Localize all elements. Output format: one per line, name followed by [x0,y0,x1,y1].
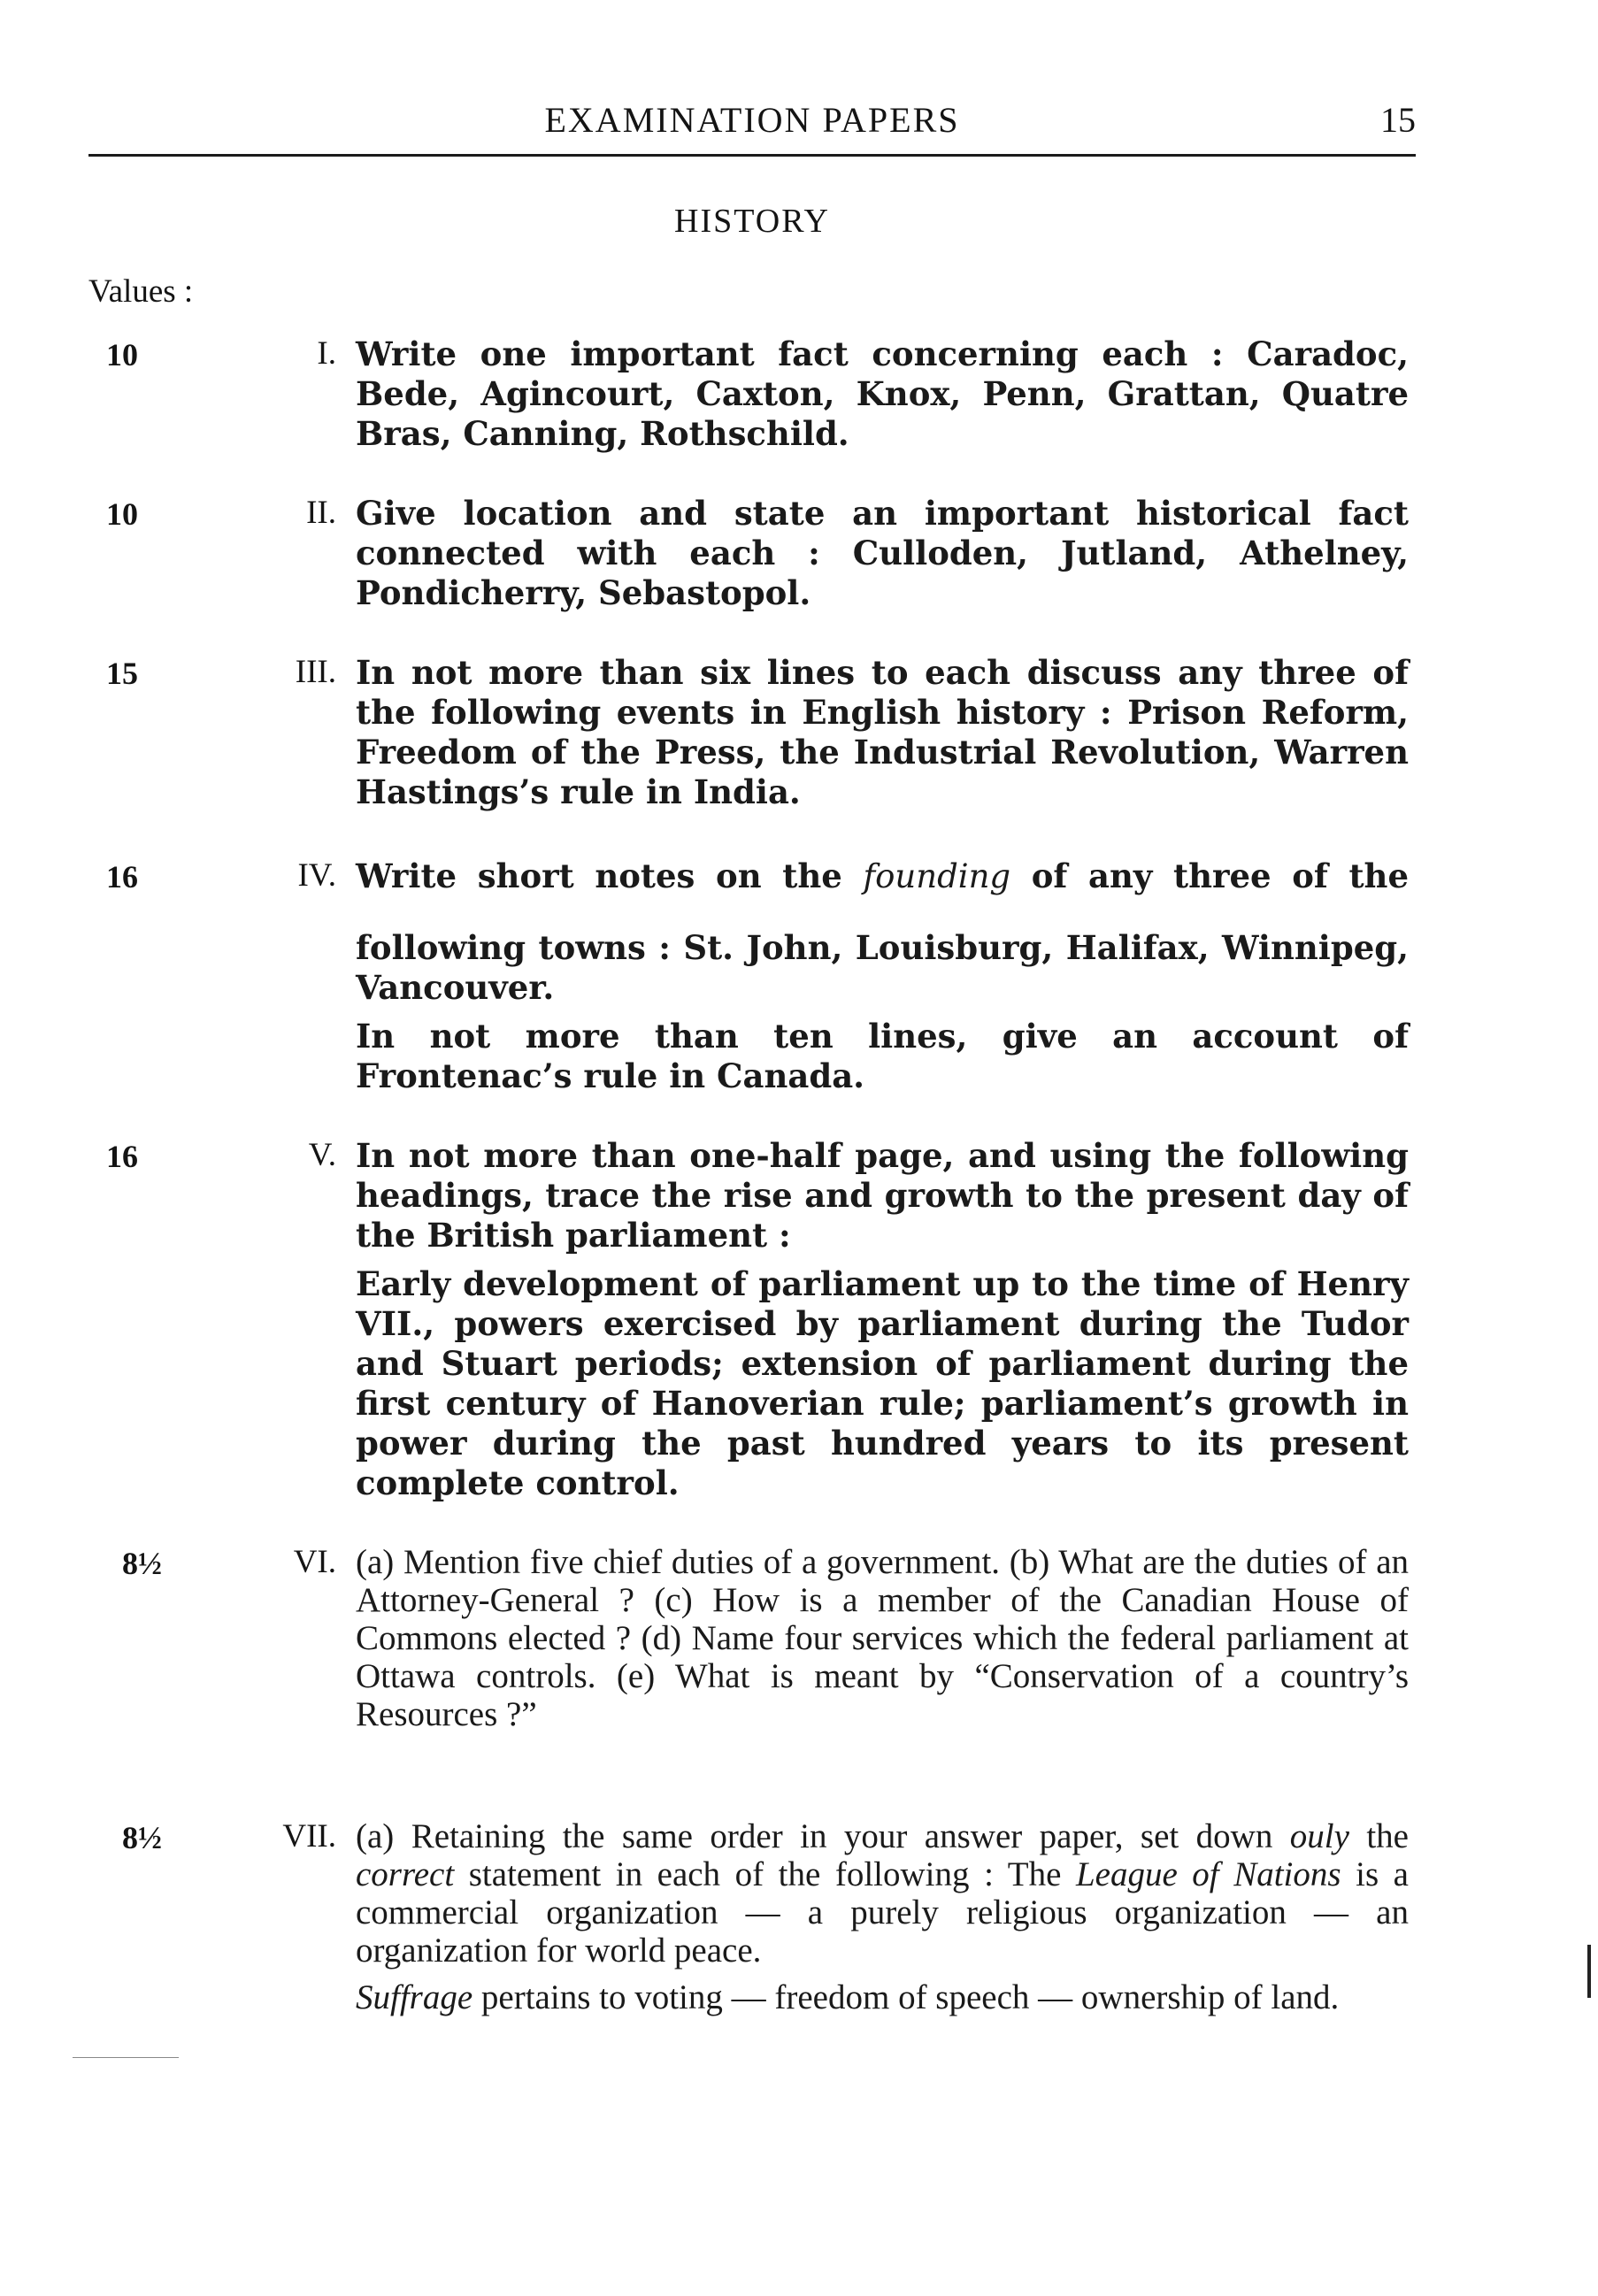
question-number: I. [317,335,336,372]
question-text: (a) Mention five chief duties of a government. (b) What are the duties of an Attorney-General ? (c) How is a member of the Canadian House of Commons elected ? (d) Name four services which the federal parliament at Ottawa controls. (e) What is meant by “Conservation of a country’s Resources ?” [356,1543,1409,1733]
question-text: In not more than one-half page, and using the following headings, trace the rise and growth to the present day of the British parliament : [356,1136,1409,1255]
question-text-italic: correct [356,1855,455,1893]
question-number: III. [295,654,336,690]
question-value: 10 [106,337,138,372]
question-text-italic: League of Nations [1075,1855,1341,1893]
question-body [356,1543,1409,1733]
question-text: Write one important fact concerning each : Caradoc, Bede, Agincourt, Caxton, Knox, Penn, Grattan, Quatre Bras, Canning, Rothschild. [356,334,1409,453]
question-paragraph [356,1017,1409,1096]
scan-mark [73,2057,179,2058]
question-value: 16 [106,859,138,895]
question-text: In not more than ten lines, give an account of Frontenac’s rule in Canada. [356,1017,1409,1095]
question-paragraph [356,1543,1409,1733]
question-text-italic: ouly [1289,1817,1349,1855]
question-paragraph [356,856,1409,896]
question-number: IV. [297,857,336,894]
question-value: 8½ [122,1820,162,1855]
question-paragraph [356,1978,1409,2016]
question-body [356,856,1409,1096]
question-body [356,653,1409,812]
running-title: EXAMINATION PAPERS [544,100,960,140]
question-value: 8½ [122,1546,162,1581]
question-paragraph [356,494,1409,613]
question-body [356,494,1409,613]
question-text: Early development of parliament up to the time of Henry VII., powers exercised by parliament during the Tudor and Stuart periods; extension of parliament during the first century of Hanoverian rule; parliament’s growth in power during the past hundred years to its present complete control. [356,1264,1409,1502]
question-paragraph [356,1264,1409,1503]
question-body [356,1817,1409,2016]
question-number: VII. [282,1818,336,1854]
values-label: Values : [88,273,194,310]
question-text: statement in each of the following : The [454,1855,1076,1893]
question-text: is a commercial organization — a purely religious organization — an organization for world peace. [356,1855,1409,1970]
header-rule [88,154,1416,157]
question-text: pertains to voting — freedom of speech — ownership of land. [472,1978,1340,2016]
question-paragraph [356,928,1409,1008]
question-text: (a) Retaining the same order in your answer paper, set down [356,1817,1290,1855]
page-number: 15 [1380,100,1416,140]
scan-mark [1587,1945,1591,1998]
question-value: 10 [106,496,138,532]
question-text-italic: Suffrage [356,1978,473,2016]
question-paragraph [356,653,1409,812]
question-text: Write short notes on the [356,856,864,895]
question-body [356,1136,1409,1503]
question-text: In not more than six lines to each discuss any three of the following events in English history : Prison Reform, Freedom of the Press, the Industrial Revolution, Warren Hastings’s rule in India. [356,653,1409,811]
question-text: following towns : St. John, Louisburg, Halifax, Winnipeg, Vancouver. [356,928,1409,1007]
question-value: 16 [106,1139,138,1174]
question-number: VI. [293,1544,336,1580]
question-paragraph [356,1817,1409,1970]
question-text-italic: founding [863,857,1011,895]
question-paragraph [356,1136,1409,1256]
question-body [356,334,1409,454]
section-heading: HISTORY [674,203,830,240]
running-head [88,99,1416,152]
question-value: 15 [106,656,138,691]
question-paragraph [356,334,1409,454]
question-text: the [1348,1817,1409,1855]
question-text: Give location and state an important historical fact connected with each : Culloden, Jutland, Athelney, Pondicherry, Sebastopol. [356,494,1409,612]
question-text: of any three of the [1010,856,1409,895]
question-number: V. [308,1137,336,1173]
question-number: II. [306,495,336,531]
